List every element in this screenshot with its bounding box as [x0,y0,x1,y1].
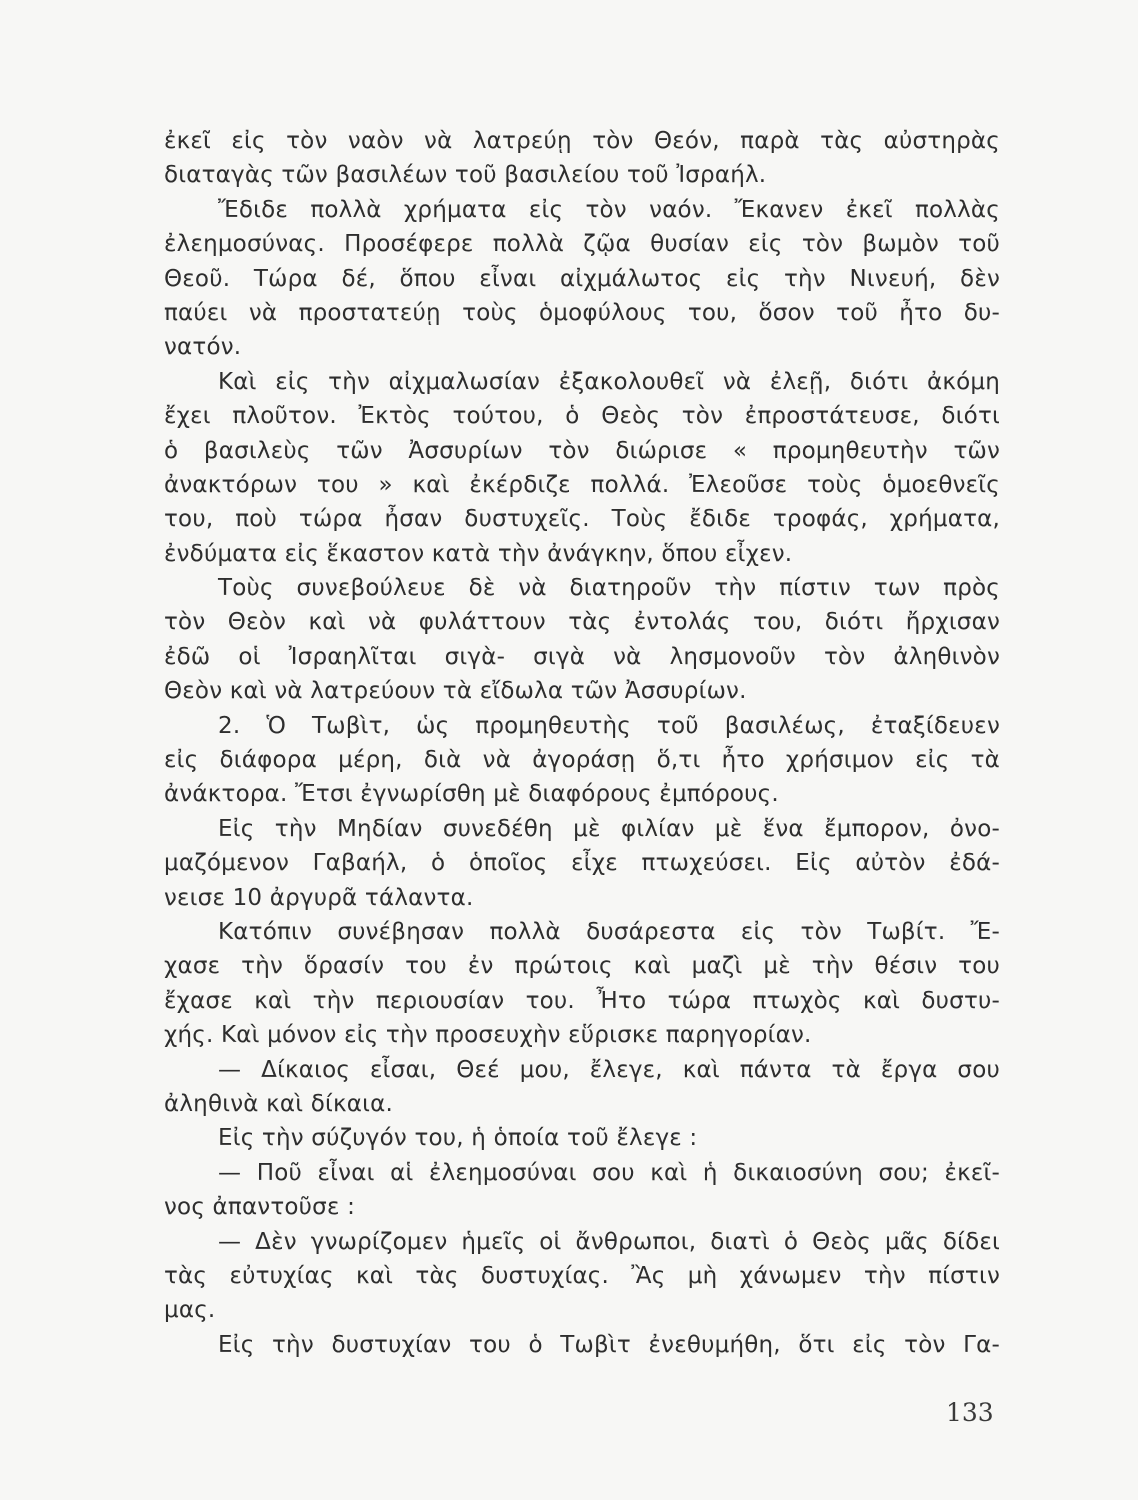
text-line: νος ἀπαντοῦσε : [164,1194,356,1221]
text-line: χής. Καὶ μόνον εἰς τὴν προσευχὴν εὕρισκε παρηγορίαν. [164,1022,812,1049]
text-line: — Ποῦ εἶναι αἱ ἐλεημοσύναι σου καὶ ἡ δικαιοσύνη σου; ἐκεῖ- [218,1159,1000,1186]
text-line: — Δὲν γνωρίζομεν ἡμεῖς οἱ ἄνθρωποι, διατὶ ὁ Θεὸς μᾶς δίδει [218,1228,1000,1255]
text-line: του, ποὺ τώρα ἦσαν δυστυχεῖς. Τοὺς ἔδιδε τροφάς, χρήματα, [164,506,1000,533]
text-line: ἐλεημοσύνας. Προσέφερε πολλὰ ζῷα θυσίαν εἰς τὸν βωμὸν τοῦ [164,231,1000,258]
text-line: 2. Ὁ Τωβὶτ, ὡς προμηθευτὴς τοῦ βασιλέως, ἐταξίδευεν [218,712,1000,739]
text-line: τὸν Θεὸν καὶ νὰ φυλάττουν τὰς ἐντολάς του, διότι ἤρχισαν [164,609,1000,636]
page-body [164,124,1000,1362]
text-line: Τοὺς συνεβούλευε δὲ νὰ διατηροῦν τὴν πίστιν των πρὸς [218,575,1000,602]
text-line: Ἔδιδε πολλὰ χρήματα εἰς τὸν ναόν. Ἔκανεν ἐκεῖ πολλὰς [218,196,1000,223]
text-line: ἐνδύματα εἰς ἕκαστον κατὰ τὴν ἀνάγκην, ὅπου εἶχεν. [164,540,793,567]
page-number: 133 [946,1398,994,1427]
text-line: νεισε 10 ἀργυρᾶ τάλαντα. [164,884,474,911]
text-line: ἐδῶ οἱ Ἰσραηλῖται σιγὰ- σιγὰ νὰ λησμονοῦν τὸν ἀληθινὸν [164,643,1000,670]
text-line: ἔχασε καὶ τὴν περιουσίαν του. Ἦτο τώρα πτωχὸς καὶ δυστυ- [164,987,1000,1014]
text-line: ἔχει πλοῦτον. Ἐκτὸς τούτου, ὁ Θεὸς τὸν ἐπροστάτευσε, διότι [164,403,1000,430]
text-line: εἰς διάφορα μέρη, διὰ νὰ ἀγοράσῃ ὅ,τι ἦτο χρήσιμον εἰς τὰ [164,747,1000,774]
text-line: Καὶ εἰς τὴν αἰχμαλωσίαν ἐξακολουθεῖ νὰ ἐλεῇ, διότι ἀκόμη [218,368,1000,395]
text-line: διαταγὰς τῶν βασιλέων τοῦ βασιλείου τοῦ Ἰσραήλ. [164,162,767,189]
text-line: ἐκεῖ εἰς τὸν ναὸν νὰ λατρεύῃ τὸν Θεόν, παρὰ τὰς αὐστηρὰς [164,128,1000,154]
text-line: Θεὸν καὶ νὰ λατρεύουν τὰ εἴδωλα τῶν Ἀσσυρίων. [164,678,747,705]
text-line: παύει νὰ προστατεύῃ τοὺς ὁμοφύλους του, ὅσον τοῦ ἦτο δυ- [164,299,1000,326]
text-line: Κατόπιν συνέβησαν πολλὰ δυσάρεστα εἰς τὸν Τωβίτ. Ἔ- [218,918,1000,945]
text-line: Εἰς τὴν σύζυγόν του, ἡ ὁποία τοῦ ἔλεγε : [218,1125,698,1152]
text-line: ὁ βασιλεὺς τῶν Ἀσσυρίων τὸν διώρισε « προμηθευτὴν τῶν [164,437,1000,464]
text-line: Εἰς τὴν δυστυχίαν του ὁ Τωβὶτ ἐνεθυμήθη, ὅτι εἰς τὸν Γα- [218,1331,1000,1358]
text-line: ἀληθινὰ καὶ δίκαια. [164,1090,393,1117]
text-line: τὰς εὐτυχίας καὶ τὰς δυστυχίας. Ἂς μὴ χάνωμεν τὴν πίστιν [164,1262,1000,1289]
text-line: νατόν. [164,334,242,361]
text-line: Θεοῦ. Τώρα δέ, ὅπου εἶναι αἰχμάλωτος εἰς τὴν Νινευή, δὲν [164,265,1000,292]
text-line: — Δίκαιος εἶσαι, Θεέ μου, ἔλεγε, καὶ πάντα τὰ ἔργα σου [218,1056,1000,1083]
text-line: μας. [164,1297,216,1324]
text-line: Εἰς τὴν Μηδίαν συνεδέθη μὲ φιλίαν μὲ ἕνα ἔμπορον, ὀνο- [218,815,1000,842]
text-line: ἀνάκτορα. Ἔτσι ἐγνωρίσθη μὲ διαφόρους ἐμπόρους. [164,781,779,808]
text-line: χασε τὴν ὅρασίν του ἐν πρώτοις καὶ μαζὶ μὲ τὴν θέσιν του [164,953,1000,980]
text-line: μαζόμενον Γαβαήλ, ὁ ὁποῖος εἶχε πτωχεύσει. Εἰς αὐτὸν ἐδά- [164,850,1000,877]
text-line: ἀνακτόρων του » καὶ ἐκέρδιζε πολλά. Ἐλεοῦσε τοὺς ὁμοεθνεῖς [164,471,1000,498]
